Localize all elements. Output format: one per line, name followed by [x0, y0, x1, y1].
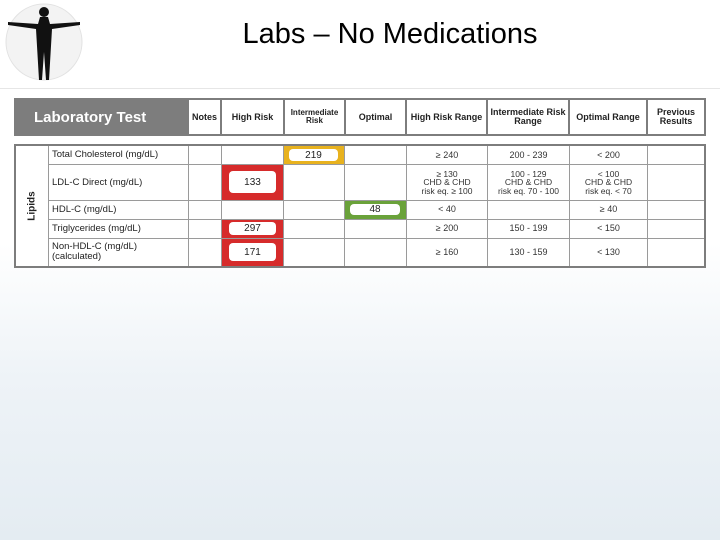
human-figure-logo	[2, 2, 86, 86]
header-notes: Notes	[189, 100, 220, 134]
row-1-intermediate-range: 200 - 239	[509, 149, 548, 160]
header-previous-results: Previous Results	[648, 100, 704, 134]
header-high-risk-range: High Risk Range	[407, 100, 486, 134]
row-4-high-range: ≥ 200	[435, 223, 459, 233]
row-1-value: 219	[289, 149, 338, 161]
row-1-test: Total Cholesterol (mg/dL)	[52, 149, 159, 160]
title-divider	[0, 88, 720, 89]
row-5-optimal-range: < 130	[597, 246, 620, 257]
row-2-intermediate-range: 100 - 129 CHD & CHD risk eq. 70 - 100	[498, 168, 559, 196]
row-3-test: HDL-C (mg/dL)	[52, 203, 117, 215]
row-3-intermediate-range	[488, 200, 569, 219]
lipids-table	[14, 144, 706, 268]
row-2-value: 133	[229, 171, 276, 193]
row-5-intermediate-range: 130 - 159	[509, 246, 548, 257]
row-5-value: 171	[229, 243, 276, 261]
row-2-test: LDL-C Direct (mg/dL)	[52, 177, 143, 188]
header-intermediate-risk-range: Intermediate Risk Range	[488, 100, 568, 134]
header-high-risk: High Risk	[222, 100, 283, 134]
group-cell	[16, 146, 48, 266]
row-5-high-range: ≥ 160	[435, 246, 459, 257]
header-optimal: Optimal	[346, 100, 405, 134]
header-optimal-range: Optimal Range	[570, 100, 646, 134]
row-4-test: Triglycerides (mg/dL)	[52, 222, 141, 234]
slide-title: Labs – No Medications	[242, 18, 538, 50]
row-3-optimal-range: ≥ 40	[599, 204, 618, 214]
table-header	[14, 98, 706, 136]
header-intermediate-risk: Intermediate Risk	[285, 100, 344, 134]
group-label-lipids: Lipids	[26, 191, 38, 221]
row-1-optimal-range: < 200	[597, 149, 620, 160]
row-3-high-range: < 40	[438, 204, 456, 214]
row-1-high-range: ≥ 240	[435, 149, 459, 160]
row-4-value: 297	[229, 222, 276, 235]
row-3-value: 48	[350, 204, 400, 215]
row-4-intermediate-range: 150 - 199	[509, 223, 548, 233]
row-2-high-range: ≥ 130 CHD & CHD risk eq. ≥ 100	[421, 168, 473, 196]
row-5-test: Non-HDL-C (mg/dL) (calculated)	[52, 241, 137, 262]
row-4-optimal-range: < 150	[597, 223, 620, 233]
row-2-optimal-range: < 100 CHD & CHD risk eq. < 70	[584, 168, 633, 196]
header-laboratory-test: Laboratory Test	[16, 100, 187, 134]
